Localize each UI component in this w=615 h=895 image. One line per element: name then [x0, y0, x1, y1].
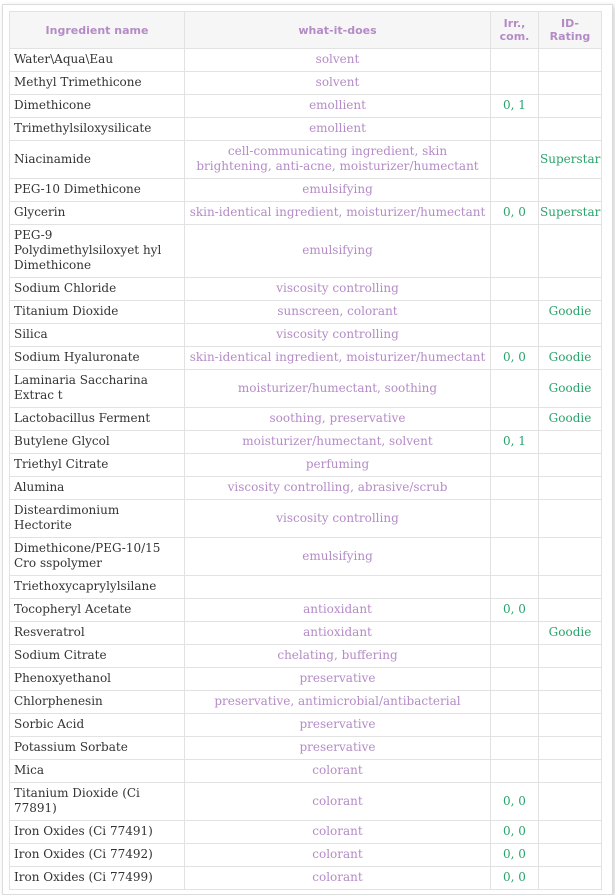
irritancy-comedogenicity-value: 0, 1	[491, 431, 539, 454]
function-link[interactable]: moisturizer/humectant	[346, 205, 486, 219]
id-rating-value	[539, 867, 602, 890]
irritancy-comedogenicity-value	[491, 179, 539, 202]
what-it-does-cell	[185, 278, 491, 301]
ingredient-name-link[interactable]: Dimethicone	[10, 95, 185, 118]
what-it-does-cell: moisturizer/humectant, solvent	[185, 431, 491, 454]
table-row	[10, 202, 602, 225]
function-link[interactable]: viscosity controlling	[276, 327, 399, 341]
ingredient-name-link[interactable]: PEG-10 Dimethicone	[10, 179, 185, 202]
ingredient-name-link[interactable]: Titanium Dioxide (Ci 77891)	[10, 783, 185, 821]
ingredient-name-link[interactable]: Sodium Citrate	[10, 645, 185, 668]
id-rating-value	[539, 714, 602, 737]
ingredient-name-link[interactable]: Lactobacillus Ferment	[10, 408, 185, 431]
irritancy-comedogenicity-value: 0, 0	[491, 599, 539, 622]
table-row	[10, 431, 602, 454]
table-row	[10, 737, 602, 760]
what-it-does-cell	[185, 783, 491, 821]
table-row	[10, 500, 602, 538]
id-rating-value	[539, 668, 602, 691]
function-link[interactable]: moisturizer/humectant	[242, 434, 382, 448]
what-it-does-cell	[185, 118, 491, 141]
what-it-does-cell: sunscreen, colorant	[185, 301, 491, 324]
function-link[interactable]: antimicrobial/antibacterial	[298, 694, 461, 708]
ingredient-name-link[interactable]: Butylene Glycol	[10, 431, 185, 454]
id-rating-value	[539, 737, 602, 760]
irritancy-comedogenicity-value	[491, 714, 539, 737]
table-row	[10, 622, 602, 645]
ingredient-name-link[interactable]: Silica	[10, 324, 185, 347]
function-link[interactable]: preservative	[329, 411, 406, 425]
what-it-does-cell	[185, 737, 491, 760]
header-rating-line1: ID-	[561, 17, 579, 30]
function-link[interactable]: abrasive/scrub	[357, 480, 448, 494]
what-it-does-cell: cell-communicating ingredient, skin brightening, anti-acne, moisturizer/humectant	[185, 141, 491, 179]
irritancy-comedogenicity-value	[491, 645, 539, 668]
irritancy-comedogenicity-value: 0, 0	[491, 844, 539, 867]
function-link[interactable]: preservative	[299, 740, 376, 754]
irritancy-comedogenicity-value	[491, 538, 539, 576]
function-link[interactable]: viscosity controlling	[276, 510, 399, 525]
what-it-does-cell	[185, 225, 491, 278]
function-link[interactable]: colorant	[312, 870, 363, 884]
irritancy-comedogenicity-value	[491, 301, 539, 324]
function-link[interactable]: moisturizer/humectant	[346, 350, 486, 364]
table-row	[10, 95, 602, 118]
table-row	[10, 454, 602, 477]
id-rating-value	[539, 49, 602, 72]
irritancy-comedogenicity-value	[491, 408, 539, 431]
id-rating-value	[539, 821, 602, 844]
function-link[interactable]: colorant	[312, 763, 363, 777]
id-rating-value	[539, 324, 602, 347]
id-rating-value	[539, 783, 602, 821]
header-irritancy-comedogenicity[interactable]	[491, 12, 539, 49]
id-rating-value	[539, 95, 602, 118]
header-ingredient-name[interactable]: Ingredient name	[10, 12, 185, 49]
ingredient-name-link[interactable]: PEG-9 Polydimethylsiloxyet hyl Dimethicone	[10, 225, 185, 278]
function-link[interactable]: preservative	[299, 717, 376, 731]
function-link[interactable]: viscosity controlling	[276, 281, 399, 295]
ingredient-name-link[interactable]: Niacinamide	[10, 141, 185, 179]
irritancy-comedogenicity-value	[491, 737, 539, 760]
irritancy-comedogenicity-value	[491, 576, 539, 599]
ingredient-name-link[interactable]: Laminaria Saccharina Extrac t	[10, 370, 185, 408]
what-it-does-cell	[185, 668, 491, 691]
table-row	[10, 225, 602, 278]
table-body	[10, 49, 602, 890]
function-link[interactable]: emulsifying	[302, 243, 373, 257]
ingredients-table	[9, 11, 602, 890]
function-link[interactable]: solvent	[315, 52, 360, 66]
ingredient-name-link[interactable]: Triethoxycaprylylsilane	[10, 576, 185, 599]
id-rating-value	[539, 576, 602, 599]
irritancy-comedogenicity-value	[491, 477, 539, 500]
function-link[interactable]: colorant	[347, 304, 398, 318]
what-it-does-cell: preservative, antimicrobial/antibacterial	[185, 691, 491, 714]
id-rating-value	[539, 477, 602, 500]
irritancy-comedogenicity-value	[491, 225, 539, 278]
id-rating-value	[539, 538, 602, 576]
irritancy-comedogenicity-value: 0, 1	[491, 95, 539, 118]
what-it-does-cell	[185, 324, 491, 347]
id-rating-value	[539, 844, 602, 867]
id-rating-value	[539, 500, 602, 538]
function-link[interactable]: emollient	[309, 98, 366, 112]
function-link[interactable]: antioxidant	[303, 602, 372, 616]
ingredient-name-link[interactable]: Phenoxyethanol	[10, 668, 185, 691]
id-rating-value[interactable]: Goodie	[539, 301, 602, 324]
ingredient-name-link[interactable]: Iron Oxides (Ci 77499)	[10, 867, 185, 890]
table-row	[10, 408, 602, 431]
function-link[interactable]: antioxidant	[303, 625, 372, 639]
header-what-it-does[interactable]: what-it-does	[185, 12, 491, 49]
what-it-does-cell: chelating, buffering	[185, 645, 491, 668]
what-it-does-cell: moisturizer/humectant, soothing	[185, 370, 491, 408]
irritancy-comedogenicity-value: 0, 0	[491, 202, 539, 225]
irritancy-comedogenicity-value	[491, 668, 539, 691]
ingredient-name-link[interactable]: Tocopheryl Acetate	[10, 599, 185, 622]
table-row	[10, 278, 602, 301]
function-link[interactable]: emulsifying	[302, 548, 373, 563]
ingredient-name-link[interactable]: Alumina	[10, 477, 185, 500]
function-link[interactable]: skin-identical ingredient	[189, 205, 339, 219]
function-link[interactable]: skin-identical ingredient	[189, 350, 339, 364]
what-it-does-cell: skin-identical ingredient, moisturizer/humectant	[185, 347, 491, 370]
id-rating-value	[539, 431, 602, 454]
ingredient-name-link[interactable]: Sodium Chloride	[10, 278, 185, 301]
ingredient-name-link[interactable]: Iron Oxides (Ci 77492)	[10, 844, 185, 867]
table-row	[10, 783, 602, 821]
what-it-does-cell	[185, 576, 491, 599]
what-it-does-cell: soothing, preservative	[185, 408, 491, 431]
what-it-does-cell	[185, 599, 491, 622]
id-rating-value[interactable]: Goodie	[539, 347, 602, 370]
what-it-does-cell	[185, 179, 491, 202]
function-link[interactable]: emulsifying	[302, 182, 373, 196]
table-row	[10, 668, 602, 691]
id-rating-value	[539, 599, 602, 622]
id-rating-value[interactable]: Goodie	[539, 370, 602, 408]
what-it-does-cell	[185, 500, 491, 538]
function-link[interactable]: colorant	[312, 793, 363, 808]
irritancy-comedogenicity-value	[491, 622, 539, 645]
ingredient-name-link[interactable]: Chlorphenesin	[10, 691, 185, 714]
id-rating-value	[539, 645, 602, 668]
id-rating-value	[539, 225, 602, 278]
function-link[interactable]: moisturizer/humectant	[237, 380, 378, 395]
id-rating-value	[539, 72, 602, 95]
function-link[interactable]: perfuming	[305, 457, 370, 471]
table-row	[10, 691, 602, 714]
what-it-does-cell	[185, 867, 491, 890]
ingredient-name-link[interactable]: Sodium Hyaluronate	[10, 347, 185, 370]
function-link[interactable]: anti-acne	[275, 159, 332, 173]
what-it-does-cell	[185, 72, 491, 95]
what-it-does-cell	[185, 714, 491, 737]
header-rating-line2: Rating	[549, 30, 591, 43]
ingredient-name-link[interactable]: Sorbic Acid	[10, 714, 185, 737]
ingredient-name-link[interactable]: Trimethylsiloxysilicate	[10, 118, 185, 141]
id-rating-value	[539, 454, 602, 477]
table-row	[10, 714, 602, 737]
ingredient-name-link[interactable]: Potassium Sorbate	[10, 737, 185, 760]
irritancy-comedogenicity-value	[491, 118, 539, 141]
table-row	[10, 645, 602, 668]
what-it-does-cell	[185, 760, 491, 783]
table-header-row	[10, 12, 602, 49]
id-rating-value[interactable]: Goodie	[539, 408, 602, 431]
function-link[interactable]: solvent	[389, 434, 433, 448]
ingredient-name-link[interactable]: Resveratrol	[10, 622, 185, 645]
table-row	[10, 49, 602, 72]
irritancy-comedogenicity-value	[491, 324, 539, 347]
function-link[interactable]: colorant	[312, 824, 363, 838]
table-row	[10, 347, 602, 370]
table-row	[10, 538, 602, 576]
table-row	[10, 141, 602, 179]
irritancy-comedogenicity-value	[491, 49, 539, 72]
irritancy-comedogenicity-value: 0, 0	[491, 821, 539, 844]
ingredient-name-link[interactable]: Glycerin	[10, 202, 185, 225]
ingredient-name-link[interactable]: Mica	[10, 760, 185, 783]
id-rating-value[interactable]: Goodie	[539, 622, 602, 645]
ingredients-table-container	[2, 4, 613, 895]
table-row	[10, 821, 602, 844]
id-rating-value	[539, 760, 602, 783]
function-link[interactable]: preservative	[214, 694, 291, 708]
irritancy-comedogenicity-value	[491, 370, 539, 408]
function-link[interactable]: viscosity controlling	[227, 480, 351, 494]
irritancy-comedogenicity-value	[491, 141, 539, 179]
function-link[interactable]: skin brightening	[196, 144, 448, 173]
table-row	[10, 477, 602, 500]
table-row	[10, 760, 602, 783]
ingredient-name-link[interactable]: Triethyl Citrate	[10, 454, 185, 477]
table-row	[10, 844, 602, 867]
table-row	[10, 599, 602, 622]
function-link[interactable]: buffering	[341, 648, 398, 662]
id-rating-value	[539, 691, 602, 714]
header-irr-line1: Irr.,	[503, 17, 526, 30]
function-link[interactable]: chelating	[277, 648, 334, 662]
function-link[interactable]: solvent	[315, 75, 360, 89]
what-it-does-cell	[185, 844, 491, 867]
ingredient-name-link[interactable]: Disteardimonium Hectorite	[10, 500, 185, 538]
irritancy-comedogenicity-value: 0, 0	[491, 867, 539, 890]
ingredient-name-link[interactable]: Titanium Dioxide	[10, 301, 185, 324]
irritancy-comedogenicity-value	[491, 500, 539, 538]
table-row	[10, 370, 602, 408]
irritancy-comedogenicity-value	[491, 691, 539, 714]
ingredient-name-link[interactable]: Water\Aqua\Eau	[10, 49, 185, 72]
id-rating-value	[539, 179, 602, 202]
id-rating-value[interactable]: Superstar	[539, 202, 602, 225]
what-it-does-cell: skin-identical ingredient, moisturizer/humectant	[185, 202, 491, 225]
table-row	[10, 301, 602, 324]
header-irr-line2: com.	[499, 30, 530, 43]
table-row	[10, 118, 602, 141]
function-link[interactable]: soothing	[269, 411, 322, 425]
what-it-does-cell	[185, 49, 491, 72]
table-row	[10, 324, 602, 347]
irritancy-comedogenicity-value	[491, 278, 539, 301]
table-row	[10, 576, 602, 599]
function-link[interactable]: colorant	[312, 847, 363, 861]
function-link[interactable]: cell-communicating ingredient	[227, 144, 415, 158]
function-link[interactable]: preservative	[299, 671, 376, 685]
table-row	[10, 72, 602, 95]
what-it-does-cell	[185, 622, 491, 645]
irritancy-comedogenicity-value	[491, 760, 539, 783]
header-id-rating[interactable]	[539, 12, 602, 49]
irritancy-comedogenicity-value: 0, 0	[491, 783, 539, 821]
ingredient-name-link[interactable]: Dimethicone/PEG-10/15 Cro sspolymer	[10, 538, 185, 576]
what-it-does-cell	[185, 538, 491, 576]
what-it-does-cell	[185, 454, 491, 477]
id-rating-value[interactable]: Superstar	[539, 141, 602, 179]
irritancy-comedogenicity-value	[491, 454, 539, 477]
function-link[interactable]: sunscreen	[277, 304, 340, 318]
irritancy-comedogenicity-value: 0, 0	[491, 347, 539, 370]
table-row	[10, 179, 602, 202]
function-link[interactable]: moisturizer/humectant	[339, 159, 479, 173]
what-it-does-cell: viscosity controlling, abrasive/scrub	[185, 477, 491, 500]
irritancy-comedogenicity-value	[491, 72, 539, 95]
ingredient-name-link[interactable]: Methyl Trimethicone	[10, 72, 185, 95]
ingredient-name-link[interactable]: Iron Oxides (Ci 77491)	[10, 821, 185, 844]
function-link[interactable]: soothing	[384, 380, 438, 395]
table-row	[10, 867, 602, 890]
what-it-does-cell	[185, 95, 491, 118]
what-it-does-cell	[185, 821, 491, 844]
id-rating-value	[539, 278, 602, 301]
id-rating-value	[539, 118, 602, 141]
function-link[interactable]: emollient	[309, 121, 366, 135]
